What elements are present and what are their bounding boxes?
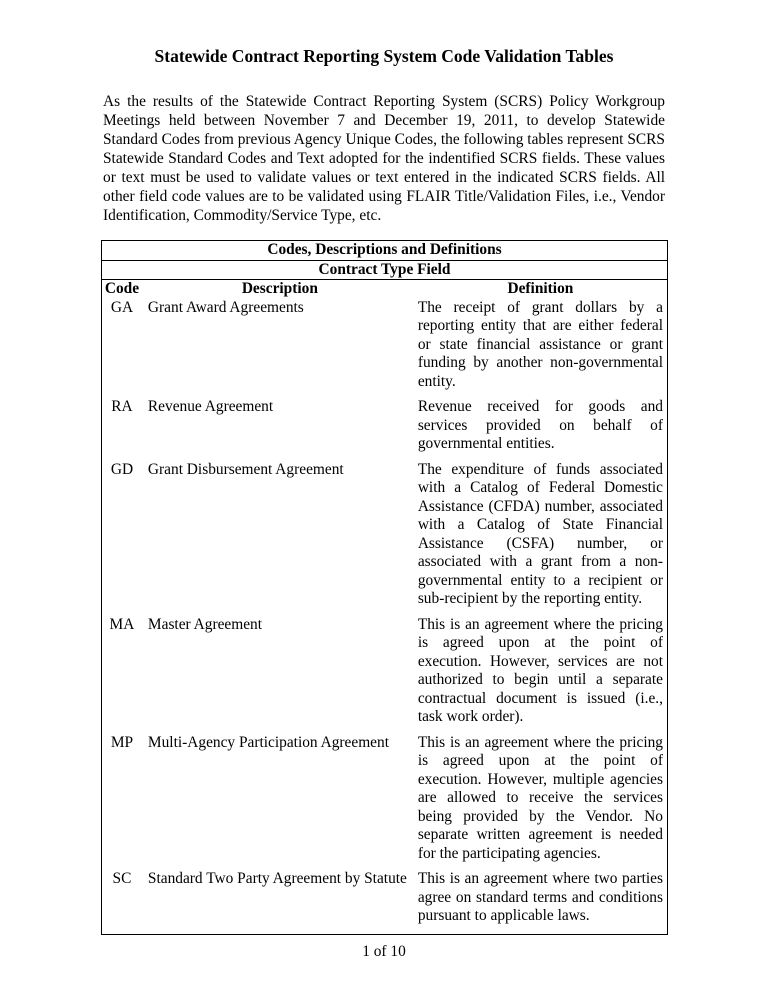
table-row (102, 398, 668, 461)
cell-description: Revenue Agreement (147, 398, 274, 415)
cell-code: RA (102, 398, 142, 461)
cell-description: Multi-Agency Participation Agreement (147, 733, 389, 751)
cell-description: Master Agreement (147, 615, 263, 633)
table-subheading: Contract Type Field (102, 260, 668, 280)
table-row (102, 734, 668, 871)
cell-description: Grant Disbursement Agreement (147, 460, 344, 478)
cell-definition: The expenditure of funds associated with a Catalog of Federal Domestic Assistance (CFDA) number, associated with a Catalog of State Financial Assistance (CSFA) number, or associated with a grant from a non-governmental entity to a recipient or sub-recipient by the reporting entity. (418, 461, 668, 616)
cell-code: MP (102, 734, 142, 871)
cell-code: GD (102, 461, 142, 616)
intro-paragraph: As the results of the Statewide Contract Reporting System (SCRS) Policy Workgroup Meetings held between November 7 and December 19, 2011, to develop Statewide Standard Codes from previous Agency Unique Codes, the following tables represent SCRS Statewide Standard Codes and Text adopted for the indentified SCRS fields. These values or text must be used to validate values or text entered in the indicated SCRS fields. All other field code values are to be validated using FLAIR Title/Validation Files, i.e., Vendor Identification, Commodity/Service Type, etc. (103, 93, 665, 224)
page-title: Statewide Contract Reporting System Code Validation Tables (154, 46, 614, 66)
cell-description: Standard Two Party Agreement by Statute (142, 870, 418, 934)
table-row (102, 299, 668, 399)
table-heading: Codes, Descriptions and Definitions (102, 241, 668, 261)
table-row (102, 461, 668, 616)
cell-definition: This is an agreement where the pricing is agreed upon at the point of execution. However, multiple agencies are allowed to receive the services being provided by the Vendor. No separate written agreement is needed for the participating agencies. (418, 734, 668, 871)
column-header-code: Code (102, 280, 142, 299)
column-header-definition: Definition (418, 280, 668, 299)
cell-definition: The receipt of grant dollars by a reporting entity that are either federal or state financial assistance or grant funding by another non-governmental entity. (418, 299, 668, 399)
table-body (102, 299, 668, 935)
cell-definition: Revenue received for goods and services provided on behalf of governmental entities. (418, 398, 668, 461)
column-header-description: Description (241, 280, 318, 297)
page-number: 1 of 10 (362, 943, 406, 960)
cell-code: GA (102, 299, 142, 399)
cell-code: MA (102, 616, 142, 734)
table-row (102, 616, 668, 734)
table-row (102, 870, 668, 934)
cell-definition: This is an agreement where the pricing is agreed upon at the point of execution. However, services are not authorized to begin until a separate contractual document is issued (i.e., task work order). (418, 616, 668, 734)
cell-definition: This is an agreement where two parties agree on standard terms and conditions pursuant to applicable laws. (418, 870, 668, 934)
cell-code: SC (102, 870, 142, 934)
column-header-row (102, 280, 668, 299)
codes-table (101, 240, 668, 935)
cell-description: Grant Award Agreements (147, 298, 304, 316)
